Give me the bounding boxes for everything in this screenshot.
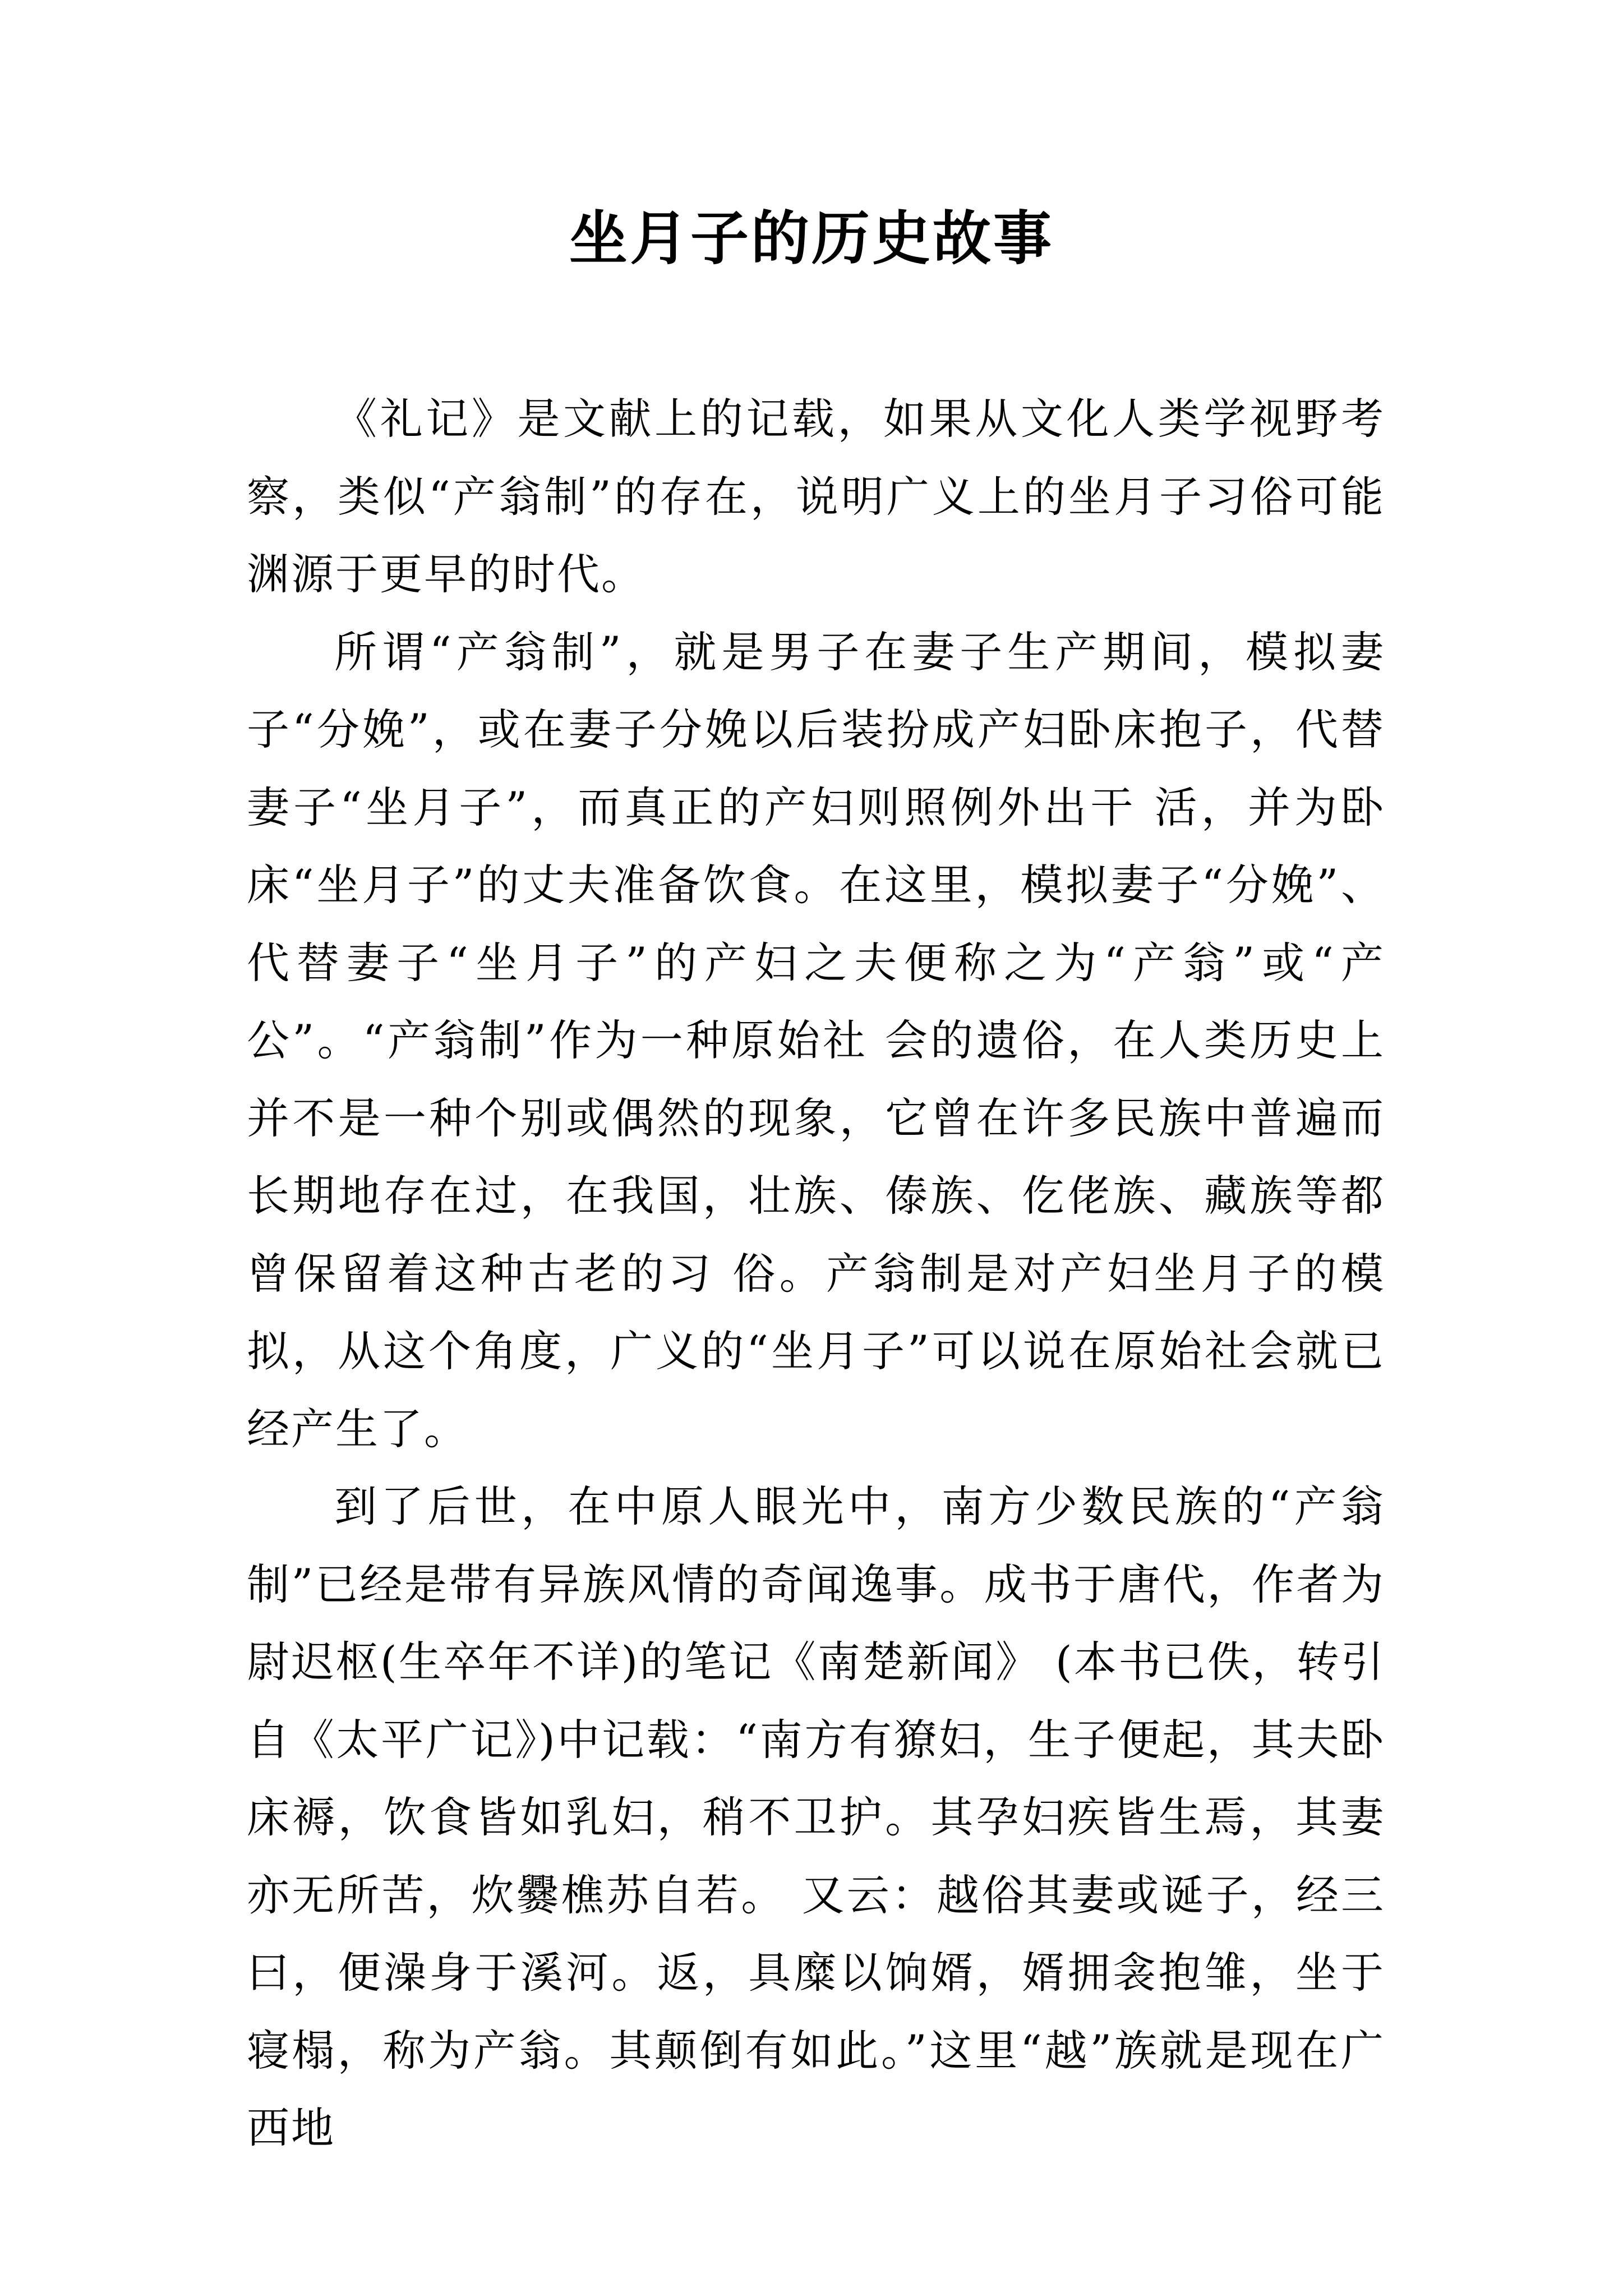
document-title: 坐月子的历史故事 xyxy=(569,204,1054,273)
document-body xyxy=(247,380,1385,2168)
paragraph-1: 《礼记》是文献上的记载，如果从文化人类学视野考察，类似“产翁制”的存在，说明广义上的坐月子习俗可能渊源于更早的时代。 xyxy=(247,394,1385,599)
paragraph-2: 所谓“产翁制”，就是男子在妻子生产期间，模拟妻子“分娩”，或在妻子分娩以后装扮成产妇卧床抱子，代替妻子“坐月子”，而真正的产妇则照例外出干 活，并为卧床“坐月子”的丈夫准备饮食。在这里，模拟妻子“分娩”、代替妻子“坐月子”的产妇之夫便称之为“产翁”或“产公”。“产翁制”作为一种原始社 会的遗俗，在人类历史上并不是一种个别或偶然的现象，它曾在许多民族中普遍而长期地存在过，在我国，壮族、傣族、仡佬族、藏族等都曾保留着这种古老的习 俗。产翁制是对产妇坐月子的模拟，从这个角度，广义的“坐月子”可以说在原始社会就已经产生了。 xyxy=(247,627,1385,1454)
paragraph-3: 到了后世，在中原人眼光中，南方少数民族的“产翁制”已经是带有异族风情的奇闻逸事。成书于唐代，作者为尉迟枢(生卒年不详)的笔记《南楚新闻》 (本书已佚，转引自《太平广记》)中记载：“南方有獠妇，生子便起，其夫卧床褥，饮食皆如乳妇，稍不卫护。其孕妇疾皆生焉，其妻亦无所苦，炊爨樵苏自若。 又云：越俗其妻或诞子，经三曰，便澡身于溪河。返，具糜以饷婿，婿拥衾抱雏，坐于寝榻，称为产翁。其颠倒有如此。”这里“越”族就是现在广西地 xyxy=(247,1481,1385,2153)
